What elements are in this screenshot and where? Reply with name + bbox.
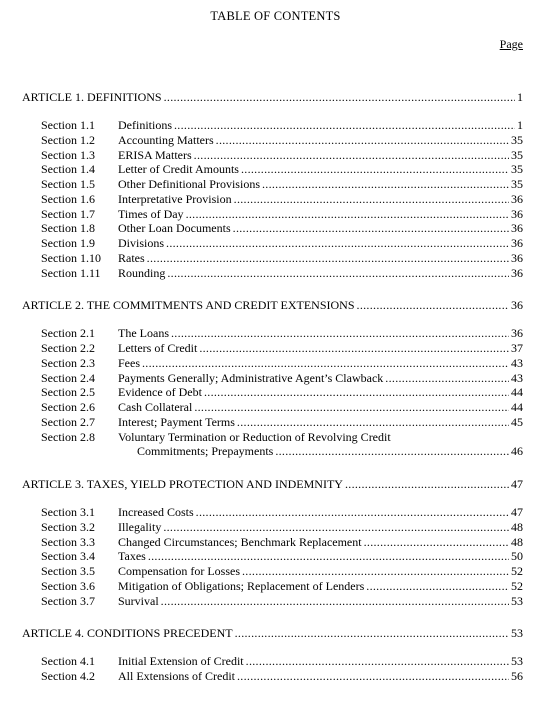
toc-section-entry[interactable] (22, 221, 523, 236)
section-title: Divisions (118, 236, 165, 250)
section-number: Section 2.6 (41, 400, 95, 414)
section-title: Mitigation of Obligations; Replacement of Lenders (118, 578, 365, 593)
dot-leader (357, 297, 509, 313)
section-title: Interest; Payment Terms (118, 414, 235, 429)
toc-article-entry[interactable] (22, 476, 523, 492)
toc-section-entry[interactable] (22, 371, 523, 386)
section-number: Section 1.8 (41, 221, 95, 236)
dot-leader (234, 192, 509, 207)
article-title: ARTICLE 3. TAXES, YIELD PROTECTION AND INDEMNITY (22, 477, 343, 491)
dot-leader (161, 594, 509, 609)
toc-section-entry[interactable] (22, 341, 523, 356)
section-page-number: 45 (511, 414, 523, 429)
toc-section-entry[interactable] (22, 505, 523, 520)
article-page-number: 53 (511, 626, 523, 641)
section-number: Section 1.11 (41, 265, 101, 280)
section-number: Section 2.7 (41, 414, 95, 429)
section-title-continued: Commitments; Prepayments (137, 444, 274, 459)
toc-section-entry[interactable] (22, 177, 523, 192)
section-title: Accounting Matters (118, 132, 214, 147)
section-number: Section 3.6 (41, 578, 95, 593)
section-page-number: 37 (511, 341, 523, 355)
section-page-number: 1 (517, 118, 523, 132)
section-page-number: 43 (511, 355, 523, 370)
dot-leader (262, 177, 509, 192)
dot-leader (237, 415, 509, 430)
section-title: Changed Circumstances; Benchmark Replacement (118, 534, 362, 549)
dot-leader (241, 162, 509, 177)
section-number: Section 2.4 (41, 370, 95, 385)
section-title: Voluntary Termination or Reduction of Revolving Credit (118, 429, 391, 444)
toc-article-entry[interactable] (22, 297, 523, 313)
section-number: Section 1.1 (41, 118, 95, 132)
dot-leader (196, 505, 509, 520)
section-page-number: 43 (511, 370, 523, 385)
section-number: Section 2.1 (41, 326, 95, 341)
section-number: Section 2.3 (41, 355, 95, 370)
section-page-number: 36 (511, 206, 523, 221)
toc-section-entry[interactable] (22, 162, 523, 177)
toc-section-entry[interactable] (22, 520, 523, 535)
dot-leader (186, 207, 509, 222)
toc-section-entry[interactable] (22, 266, 523, 281)
dot-leader (237, 669, 509, 684)
toc-section-entry[interactable] (22, 535, 523, 550)
toc-section-entry[interactable] (22, 148, 523, 163)
section-number: Section 3.5 (41, 564, 95, 578)
dot-leader (233, 221, 509, 236)
toc-section-entry[interactable] (22, 430, 523, 460)
section-title: Initial Extension of Credit (118, 654, 244, 669)
section-page-number: 52 (511, 564, 523, 578)
section-page-number: 48 (511, 519, 523, 534)
section-page-number: 36 (511, 326, 523, 341)
section-title: Survival (118, 593, 159, 608)
dot-leader (385, 371, 509, 386)
section-title: ERISA Matters (118, 147, 192, 162)
section-title: Times of Day (118, 206, 184, 221)
section-title: Other Loan Documents (118, 221, 231, 236)
section-title: Evidence of Debt (118, 385, 202, 400)
dot-leader (199, 341, 509, 356)
section-page-number: 36 (511, 236, 523, 250)
dot-leader (164, 89, 515, 105)
section-number: Section 2.8 (41, 429, 95, 444)
dot-leader (366, 579, 509, 594)
dot-leader (216, 133, 509, 148)
dot-leader (148, 549, 509, 564)
section-number: Section 1.2 (41, 132, 95, 147)
page-column-header: Page (499, 37, 523, 51)
dot-leader (163, 520, 509, 535)
section-page-number: 53 (511, 593, 523, 608)
section-title: Rates (118, 250, 145, 265)
article-page-number: 1 (517, 90, 523, 104)
section-page-number: 52 (511, 578, 523, 593)
section-page-number: 36 (511, 250, 523, 265)
dot-leader (275, 444, 509, 459)
article-page-number: 36 (511, 298, 523, 313)
dot-leader (166, 236, 509, 251)
toc-section-entry[interactable] (22, 133, 523, 148)
section-page-number: 35 (511, 162, 523, 177)
section-title: Payments Generally; Administrative Agent’s Clawback (118, 370, 384, 385)
dot-leader (345, 476, 509, 492)
toc-section-entry[interactable] (22, 415, 523, 430)
section-number: Section 2.5 (41, 385, 95, 400)
section-page-number: 36 (511, 191, 523, 206)
article-title: ARTICLE 4. CONDITIONS PRECEDENT (22, 626, 233, 641)
section-title: Interpretative Provision (118, 191, 232, 206)
toc-section-entry[interactable] (22, 549, 523, 564)
section-page-number: 53 (511, 654, 523, 669)
dot-leader (194, 400, 509, 415)
section-number: Section 4.1 (41, 654, 95, 669)
section-number: Section 3.3 (41, 534, 95, 549)
dot-leader (171, 326, 509, 341)
section-title: Illegality (118, 519, 162, 534)
dot-leader (142, 356, 509, 371)
section-title: Letter of Credit Amounts (118, 162, 239, 177)
section-title: Compensation for Losses (118, 564, 240, 578)
toc-section-entry[interactable] (22, 356, 523, 371)
table-of-contents (22, 89, 523, 701)
section-page-number: 35 (511, 132, 523, 147)
section-title: All Extensions of Credit (118, 669, 235, 683)
section-title: Definitions (118, 118, 172, 132)
toc-section-entry[interactable] (22, 654, 523, 669)
section-title: Increased Costs (118, 505, 194, 519)
section-number: Section 2.2 (41, 341, 95, 355)
section-number: Section 1.5 (41, 177, 95, 191)
page-title: TABLE OF CONTENTS (210, 9, 341, 23)
section-page-number: 36 (511, 221, 523, 236)
dot-leader (242, 564, 509, 579)
section-title: Letters of Credit (118, 341, 198, 355)
section-title: Cash Collateral (118, 400, 193, 414)
dot-leader (174, 118, 515, 133)
section-number: Section 1.10 (41, 250, 101, 265)
section-number: Section 1.7 (41, 206, 95, 221)
dot-leader (364, 535, 509, 550)
section-page-number: 46 (511, 444, 523, 459)
section-page-number: 56 (511, 669, 523, 683)
toc-article-entry[interactable] (22, 625, 523, 641)
section-page-number: 35 (511, 177, 523, 191)
toc-section-entry[interactable] (22, 251, 523, 266)
section-page-number: 50 (511, 549, 523, 564)
dot-leader (167, 266, 509, 281)
section-title-line (41, 444, 523, 459)
section-title-line (41, 430, 523, 445)
dot-leader (194, 148, 509, 163)
toc-section-entry[interactable] (22, 192, 523, 207)
section-title: Other Definitional Provisions (118, 177, 260, 191)
section-title: Rounding (118, 265, 166, 280)
toc-section-entry[interactable] (22, 564, 523, 579)
article-title: ARTICLE 1. DEFINITIONS (22, 90, 162, 104)
section-page-number: 35 (511, 147, 523, 162)
section-page-number: 48 (511, 534, 523, 549)
toc-section-entry[interactable] (22, 669, 523, 684)
toc-section-entry[interactable] (22, 236, 523, 251)
section-page-number: 36 (511, 265, 523, 280)
section-number: Section 1.3 (41, 147, 95, 162)
section-number: Section 3.7 (41, 593, 95, 608)
section-title: Taxes (118, 549, 146, 564)
section-number: Section 3.2 (41, 519, 95, 534)
dot-leader (204, 385, 509, 400)
dot-leader (147, 251, 509, 266)
toc-section-entry[interactable] (22, 579, 523, 594)
toc-section-entry[interactable] (22, 594, 523, 609)
toc-article-entry[interactable] (22, 89, 523, 105)
section-title: Fees (118, 355, 140, 370)
section-page-number: 47 (511, 505, 523, 519)
section-page-number: 44 (511, 400, 523, 414)
article-title: ARTICLE 2. THE COMMITMENTS AND CREDIT EXTENSIONS (22, 298, 355, 313)
article-page-number: 47 (511, 477, 523, 491)
dot-leader (246, 654, 509, 669)
toc-section-entry[interactable] (22, 400, 523, 415)
section-page-number: 44 (511, 385, 523, 400)
section-number: Section 4.2 (41, 669, 95, 683)
section-title: The Loans (118, 326, 169, 341)
section-number: Section 1.9 (41, 236, 95, 250)
toc-section-entry[interactable] (22, 326, 523, 341)
section-number: Section 3.4 (41, 549, 95, 564)
toc-section-entry[interactable] (22, 207, 523, 222)
dot-leader (235, 625, 509, 641)
toc-section-entry[interactable] (22, 118, 523, 133)
toc-section-entry[interactable] (22, 385, 523, 400)
section-number: Section 1.4 (41, 162, 95, 177)
section-number: Section 1.6 (41, 191, 95, 206)
section-number: Section 3.1 (41, 505, 95, 519)
